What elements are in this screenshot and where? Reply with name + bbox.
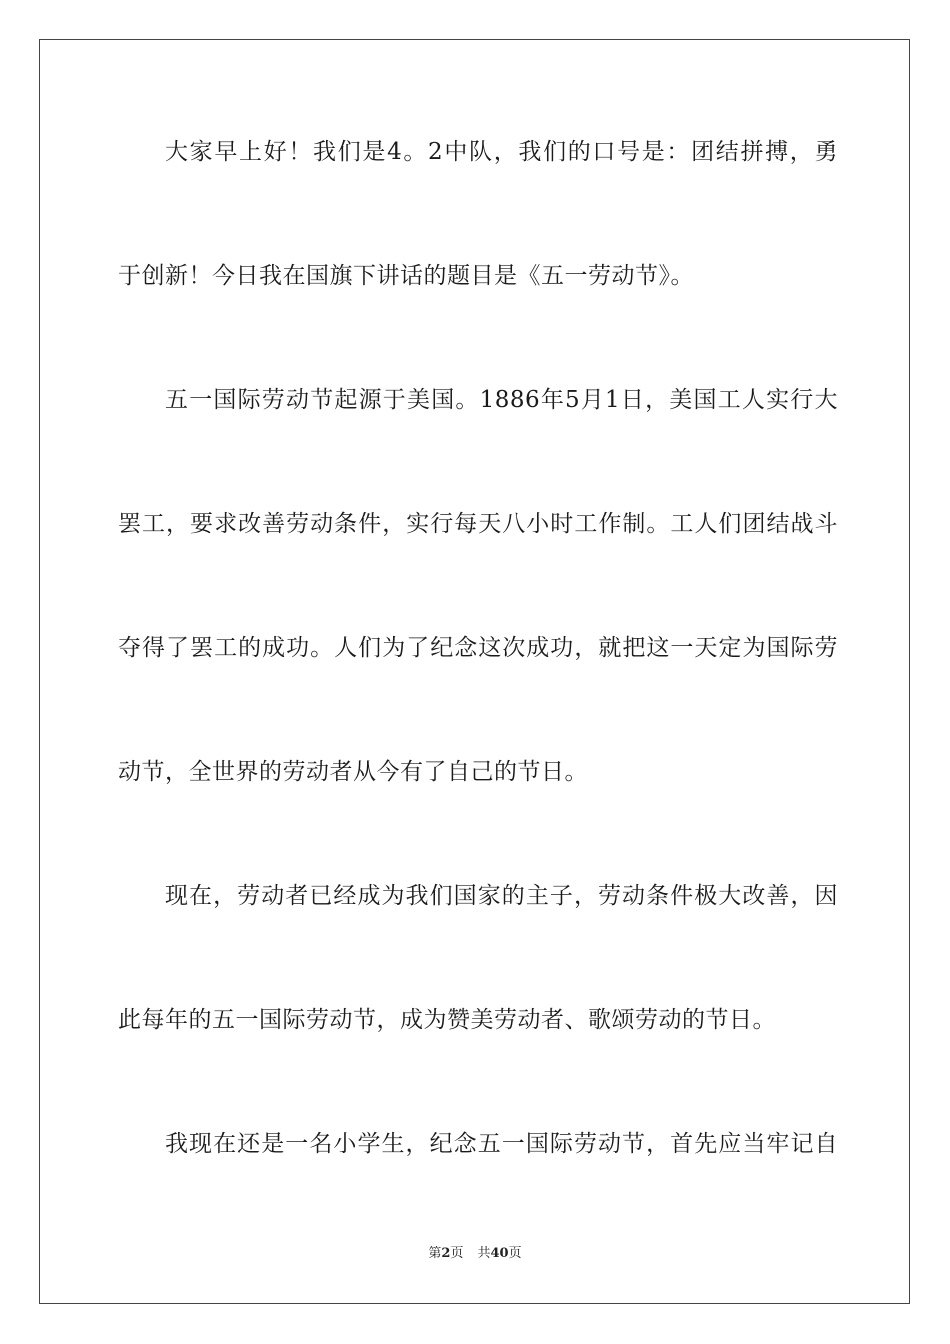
paragraph-2-line-3: 夺得了罢工的成功。人们为了纪念这次成功，就把这一天定为国际劳: [118, 635, 838, 661]
paragraph-4-line-1: 我现在还是一名小学生，纪念五一国际劳动节，首先应当牢记自: [165, 1131, 838, 1157]
paragraph-3-line-1: 现在，劳动者已经成为我们国家的主子，劳动条件极大改善，因: [165, 883, 838, 909]
footer-total-prefix: 共: [477, 1246, 491, 1261]
footer-total-suffix: 页: [508, 1246, 522, 1261]
footer-page-prefix: 第: [428, 1246, 442, 1261]
paragraph-2-line-2: 罢工，要求改善劳动条件，实行每天八小时工作制。工人们团结战斗: [118, 511, 838, 537]
paragraph-3-line-2: 此每年的五一国际劳动节，成为赞美劳动者、歌颂劳动的节日。: [118, 1007, 776, 1033]
paragraph-2-line-1: 五一国际劳动节起源于美国。1886年5月1日，美国工人实行大: [165, 387, 838, 413]
footer-page-suffix: 页: [450, 1246, 464, 1261]
footer-total-pages: 40: [490, 1246, 509, 1261]
page-frame: [39, 39, 910, 1304]
paragraph-1-line-1: 大家早上好！我们是4。2中队，我们的口号是：团结拼搏，勇: [165, 139, 838, 165]
page-footer: [0, 1245, 950, 1263]
paragraph-1-line-2: 于创新！今日我在国旗下讲话的题目是《五一劳动节》。: [118, 263, 694, 289]
paragraph-2-line-4: 动节，全世界的劳动者从今有了自己的节日。: [118, 759, 588, 785]
footer-page-number: 2: [441, 1246, 451, 1261]
